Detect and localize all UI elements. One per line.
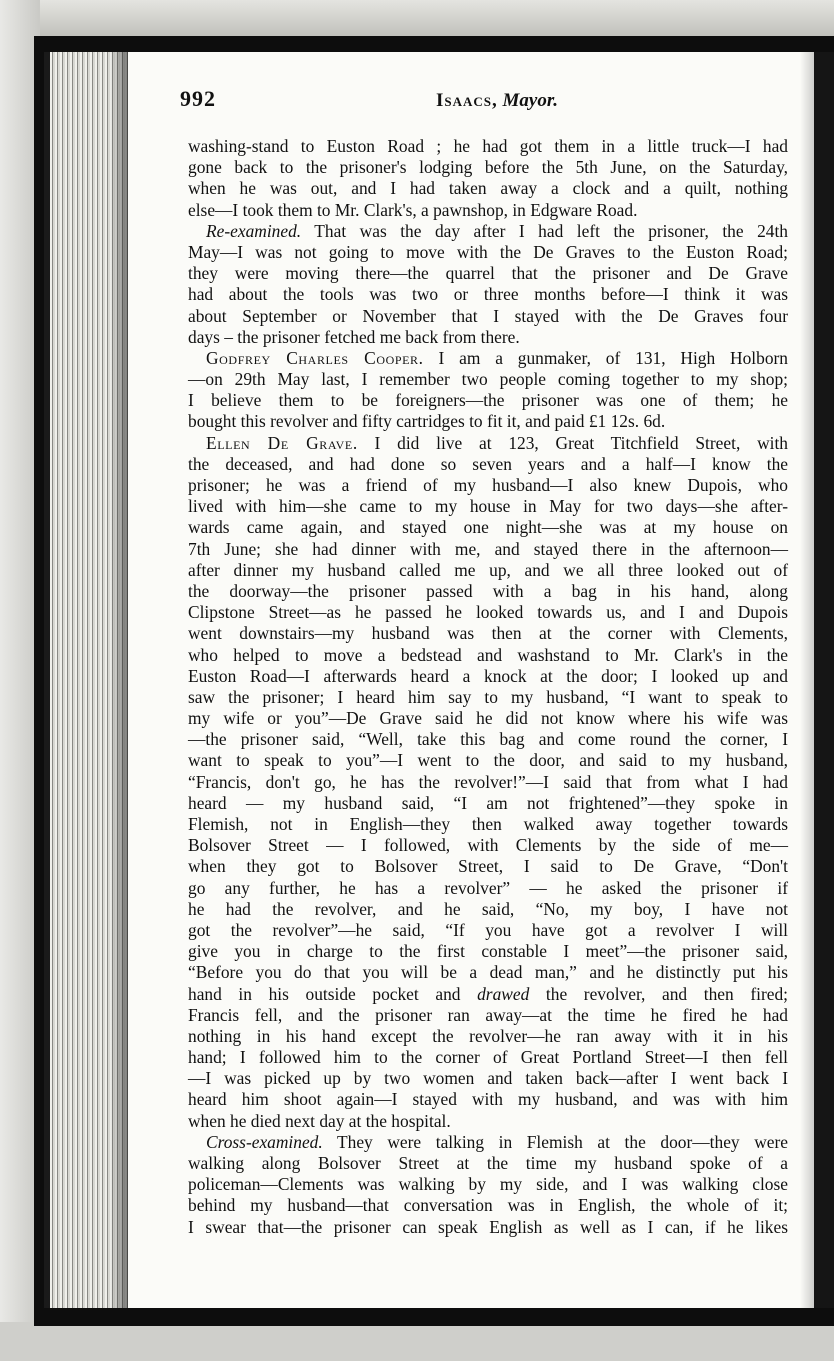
gutter-shadow (110, 52, 130, 1308)
text-run: the revolver, and then fired; (529, 983, 788, 1004)
text-line (188, 878, 788, 899)
text-line (188, 750, 788, 771)
text-line (188, 856, 788, 877)
text-line (188, 539, 788, 560)
text-run: I did live at 123, Great Titchfield Street, with (357, 432, 788, 453)
text-line (188, 221, 788, 242)
text-run: I swear that—the prisoner can speak English as well as I can, if he likes (188, 1216, 788, 1237)
text-line (188, 517, 788, 538)
text-run: go any further, he has a revolver” — he asked the prisoner if (188, 877, 788, 898)
text-line (188, 984, 788, 1005)
text-line (188, 178, 788, 199)
text-line (188, 623, 788, 644)
text-line (188, 581, 788, 602)
text-line (188, 496, 788, 517)
running-head (436, 90, 558, 112)
text-line (188, 263, 788, 284)
text-line (188, 772, 788, 793)
text-run: prisoner; he was a friend of my husband—I also knew Dupois, who (188, 475, 788, 495)
text-run: got the revolver”—he said, “If you have got a revolver I will (188, 919, 788, 940)
text-line (188, 1174, 788, 1195)
text-run: Clipstone Street—as he passed he looked towards us, and I and Dupois (188, 602, 788, 623)
text-run: had about the tools was two or three months before—I think it was (188, 284, 788, 305)
text-run: heard — my husband said, “I am not frightened”—they spoke in (188, 792, 788, 813)
text-run: —the prisoner said, “Well, take this bag and come round the corner, I (188, 729, 788, 750)
text-run: he had the revolver, and he said, “No, my boy, I have not (188, 898, 788, 919)
book-cover-right-edge (814, 52, 834, 1308)
text-run: —I was picked up by two women and taken back—after I went back I (188, 1068, 788, 1089)
page-number: 992 (180, 86, 216, 111)
text-run: lived with him—she came to my house in May for two days—she after- (188, 496, 788, 517)
text-run: 7th June; she had dinner with me, and stayed there in the afternoon— (188, 538, 788, 559)
text-line (188, 157, 788, 178)
text-line (188, 899, 788, 920)
book-page (128, 52, 814, 1308)
text-line (188, 666, 788, 687)
text-line (188, 835, 788, 856)
text-run: Francis fell, and the prisoner ran away—at the time he fired he had (188, 1004, 788, 1025)
text-run: when they got to Bolsover Street, I said to De Grave, “Don't (188, 856, 788, 877)
text-run: nothing in his hand except the revolver—he ran away with it in his (188, 1025, 788, 1046)
text-run: hand; I followed him to the corner of Great Portland Street—I then fell (188, 1047, 788, 1068)
text-run: the doorway—the prisoner passed with a bag in his hand, along (188, 580, 788, 601)
witness-name: Godfrey Charles Cooper. (206, 347, 424, 368)
text-run: my wife or you”—De Grave said he did not know where his wife was (188, 708, 788, 729)
page-body-text (188, 136, 788, 1238)
text-line (188, 560, 788, 581)
text-line (188, 475, 788, 496)
running-head-office: Mayor. (502, 90, 558, 111)
text-line (188, 920, 788, 941)
text-line (188, 1026, 788, 1047)
text-line (188, 284, 788, 305)
text-run: saw the prisoner; I heard him say to my husband, “I want to speak to (188, 686, 788, 707)
text-line (188, 793, 788, 814)
text-run: policeman—Clements was walking by my side, and I was walking close (188, 1174, 788, 1195)
text-line (188, 708, 788, 729)
text-line (188, 729, 788, 750)
text-run: wards came again, and stayed one night—she was at my house on (188, 517, 788, 538)
text-run: Euston Road—I afterwards heard a knock at the door; I looked up and (188, 665, 788, 686)
witness-name: Ellen De Grave. (206, 432, 358, 453)
text-line (188, 1195, 788, 1216)
background-surface-bottom (0, 1322, 834, 1361)
text-run: else—I took them to Mr. Clark's, a pawnshop, in Edgware Road. (188, 199, 638, 220)
text-line (188, 1047, 788, 1068)
text-run: about September or November that I stayed with the De Graves four (188, 305, 788, 326)
text-line (188, 136, 788, 157)
italic-text: drawed (477, 983, 530, 1004)
text-run: bought this revolver and fifty cartridges to fit it, and paid £1 12s. 6d. (188, 411, 666, 432)
text-line (188, 645, 788, 666)
text-line (188, 962, 788, 983)
text-line (188, 242, 788, 263)
text-line (188, 1153, 788, 1174)
page-header (180, 86, 780, 122)
text-run: “Before you do that you will be a dead man,” and he distinctly put his (188, 962, 788, 983)
text-run: give you in charge to the first constable I meet”—the prisoner said, (188, 941, 788, 962)
text-run: I believe them to be foreigners—the prisoner was one of them; he (188, 390, 788, 411)
text-line (188, 941, 788, 962)
text-line (188, 1217, 788, 1238)
italic-text: Cross-examined. (206, 1131, 323, 1152)
text-run: when he was out, and I had taken away a clock and a quilt, nothing (188, 178, 788, 199)
text-run: gone back to the prisoner's lodging before the 5th June, on the Saturday, (188, 157, 788, 178)
text-line (188, 348, 788, 369)
text-run: they were moving there—the quarrel that the prisoner and De Grave (188, 263, 788, 284)
text-run: “Francis, don't go, he has the revolver!”—I said that from what I had (188, 771, 788, 792)
text-run: walking along Bolsover Street at the time my husband spoke of a (188, 1153, 788, 1173)
background-surface (0, 0, 834, 40)
text-line (188, 454, 788, 475)
text-run: They were talking in Flemish at the door—they were (322, 1131, 788, 1152)
text-run: Flemish, not in English—they then walked away together towards (188, 814, 788, 834)
text-line (188, 602, 788, 623)
text-run: when he died next day at the hospital. (188, 1110, 451, 1131)
text-line (188, 369, 788, 390)
text-line (188, 327, 788, 348)
text-run: heard him shoot again—I stayed with my husband, and was with him (188, 1089, 788, 1110)
text-line (188, 1089, 788, 1110)
text-line (188, 200, 788, 221)
text-run: after dinner my husband called me up, and we all three looked out of (188, 559, 788, 580)
text-run: want to speak to you”—I went to the door, and said to my husband, (188, 750, 788, 771)
running-head-name: Isaacs, (436, 90, 498, 111)
text-line (188, 411, 788, 432)
text-run: days – the prisoner fetched me back from there. (188, 326, 520, 347)
text-line (188, 390, 788, 411)
text-line (188, 687, 788, 708)
text-line (188, 814, 788, 835)
text-run: May—I was not going to move with the De Graves to the Euston Road; (188, 241, 788, 262)
text-run: the deceased, and had done so seven years and a half—I know the (188, 453, 788, 474)
text-run: Bolsover Street — I followed, with Clements by the side of me— (188, 835, 788, 856)
text-line (188, 1068, 788, 1089)
text-line (188, 1132, 788, 1153)
italic-text: Re-examined. (206, 220, 302, 241)
text-line (188, 433, 788, 454)
text-run: hand in his outside pocket and (188, 983, 478, 1004)
text-line (188, 1005, 788, 1026)
text-run: washing-stand to Euston Road ; he had got them in a little truck—I had (188, 136, 788, 156)
text-run: behind my husband—that conversation was in English, the whole of it; (188, 1195, 788, 1216)
text-run: That was the day after I had left the prisoner, the 24th (301, 220, 788, 241)
text-run: who helped to move a bedstead and washstand to Mr. Clark's in the (188, 644, 788, 665)
text-run: went downstairs—my husband was then at the corner with Clements, (188, 623, 788, 644)
text-line (188, 306, 788, 327)
text-run: I am a gunmaker, of 131, High Holborn (423, 347, 789, 368)
text-line (188, 1111, 788, 1132)
text-run: —on 29th May last, I remember two people coming together to my shop; (188, 369, 788, 390)
